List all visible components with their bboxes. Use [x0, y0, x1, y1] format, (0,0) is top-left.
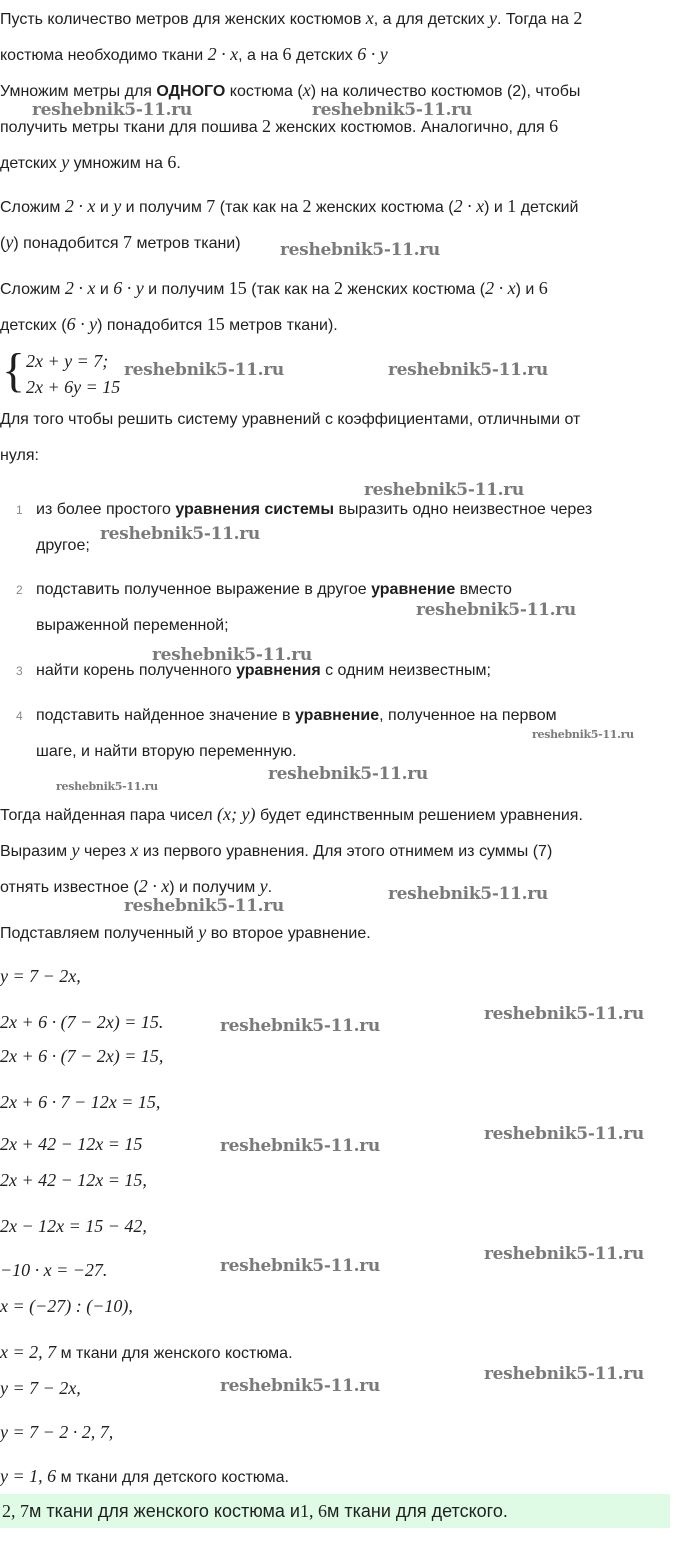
- equation-1: y = 7 − 2x,: [0, 966, 81, 986]
- watermark: reshebnik5-11.ru: [280, 240, 440, 260]
- paragraph-3-line-2: (y) понадобится 7 метров ткани): [0, 232, 241, 252]
- equation-11: y = 7 − 2 · 2, 7,: [0, 1422, 114, 1442]
- equation-8: −10 · x = −27.: [0, 1260, 108, 1280]
- equation-5: 2x + 42 − 12x = 15: [0, 1134, 143, 1154]
- paragraph-5-line-2: нуля:: [0, 447, 39, 464]
- watermark: reshebnik5-11.ru: [532, 728, 634, 741]
- equation-6: 2x + 42 − 12x = 15,: [0, 1170, 147, 1190]
- watermark: reshebnik5-11.ru: [388, 360, 548, 380]
- system-equation-1: 2x + y = 7;: [26, 351, 109, 371]
- result-x: x = 2, 7 м ткани для женского костюма.: [0, 1342, 293, 1362]
- watermark: reshebnik5-11.ru: [152, 645, 312, 665]
- equation-3: 2x + 6 · (7 − 2x) = 15,: [0, 1046, 164, 1066]
- step-number-1: 1: [16, 503, 23, 517]
- step-number-2: 2: [16, 583, 23, 597]
- watermark: reshebnik5-11.ru: [484, 1364, 644, 1384]
- watermark: reshebnik5-11.ru: [484, 1004, 644, 1024]
- step-1-line-2: другое;: [36, 537, 90, 554]
- watermark: reshebnik5-11.ru: [220, 1136, 380, 1156]
- system-equation-2: 2x + 6y = 15: [26, 377, 121, 397]
- result-y: y = 1, 6 м ткани для детского костюма.: [0, 1466, 289, 1486]
- watermark: reshebnik5-11.ru: [388, 884, 548, 904]
- watermark: reshebnik5-11.ru: [220, 1016, 380, 1036]
- paragraph-7-line-1: Выразим y через x из первого уравнения. Для этого отнимем из суммы (7): [0, 840, 553, 860]
- watermark: reshebnik5-11.ru: [416, 600, 576, 620]
- paragraph-1-line-1: Пусть количество метров для женских костюмов x, а для детских y. Тогда на 2: [0, 8, 583, 28]
- paragraph-2-line-1: Умножим метры для ОДНОГО костюма (x) на количество костюмов (2), чтобы: [0, 80, 581, 100]
- step-2-line-2: выраженной переменной;: [36, 617, 229, 634]
- step-1-line-1: из более простого уравнения системы выразить одно неизвестное через: [36, 501, 593, 518]
- watermark: reshebnik5-11.ru: [312, 100, 472, 120]
- paragraph-2-line-2: получить метры ткани для пошива 2 женских костюмов. Аналогично, для 6: [0, 116, 559, 136]
- equation-4: 2x + 6 · 7 − 12x = 15,: [0, 1092, 161, 1112]
- paragraph-6: Тогда найденная пара чисел (x; y) будет единственным решением уравнения.: [0, 804, 583, 824]
- step-3-line-1: найти корень полученного уравнения с одним неизвестным;: [36, 662, 491, 679]
- watermark: reshebnik5-11.ru: [220, 1376, 380, 1396]
- watermark: reshebnik5-11.ru: [484, 1124, 644, 1144]
- paragraph-1-line-2: костюма необходимо ткани 2 · x, а на 6 детских 6 · y: [0, 44, 388, 64]
- paragraph-8: Подставляем полученный y во второе уравнение.: [0, 922, 371, 942]
- equation-7: 2x − 12x = 15 − 42,: [0, 1216, 147, 1236]
- answer-box: 2, 7 м ткани для женского костюма и 1, 6 м ткани для детского.: [0, 1494, 670, 1528]
- watermark: reshebnik5-11.ru: [56, 780, 158, 793]
- step-4-line-1: подставить найденное значение в уравнение, полученное на первом: [36, 707, 557, 724]
- paragraph-4-line-1: Сложим 2 · x и 6 · y и получим 15 (так как на 2 женских костюма (2 · x) и 6: [0, 278, 548, 298]
- paragraph-5-line-1: Для того чтобы решить систему уравнений с коэффициентами, отличными от: [0, 411, 581, 428]
- equation-2: 2x + 6 · (7 − 2x) = 15.: [0, 1012, 164, 1032]
- watermark: reshebnik5-11.ru: [124, 360, 284, 380]
- equation-10: y = 7 − 2x,: [0, 1378, 81, 1398]
- paragraph-3-line-1: Сложим 2 · x и y и получим 7 (так как на 2 женских костюма (2 · x) и 1 детский: [0, 196, 579, 216]
- step-4-line-2: шаге, и найти вторую переменную.: [36, 743, 297, 760]
- system-brace: {: [2, 344, 26, 397]
- equation-9: x = (−27) : (−10),: [0, 1296, 133, 1316]
- step-number-4: 4: [16, 709, 23, 723]
- paragraph-4-line-2: детских (6 · y) понадобится 15 метров ткани).: [0, 314, 338, 334]
- paragraph-7-line-2: отнять известное (2 · x) и получим y.: [0, 876, 273, 896]
- watermark: reshebnik5-11.ru: [32, 100, 192, 120]
- step-2-line-1: подставить полученное выражение в другое уравнение вместо: [36, 581, 512, 598]
- paragraph-2-line-3: детских y умножим на 6.: [0, 152, 181, 172]
- step-number-3: 3: [16, 664, 23, 678]
- watermark: reshebnik5-11.ru: [124, 896, 284, 916]
- watermark: reshebnik5-11.ru: [364, 480, 524, 500]
- watermark: reshebnik5-11.ru: [484, 1244, 644, 1264]
- watermark: reshebnik5-11.ru: [220, 1256, 380, 1276]
- watermark: reshebnik5-11.ru: [268, 764, 428, 784]
- watermark: reshebnik5-11.ru: [100, 524, 260, 544]
